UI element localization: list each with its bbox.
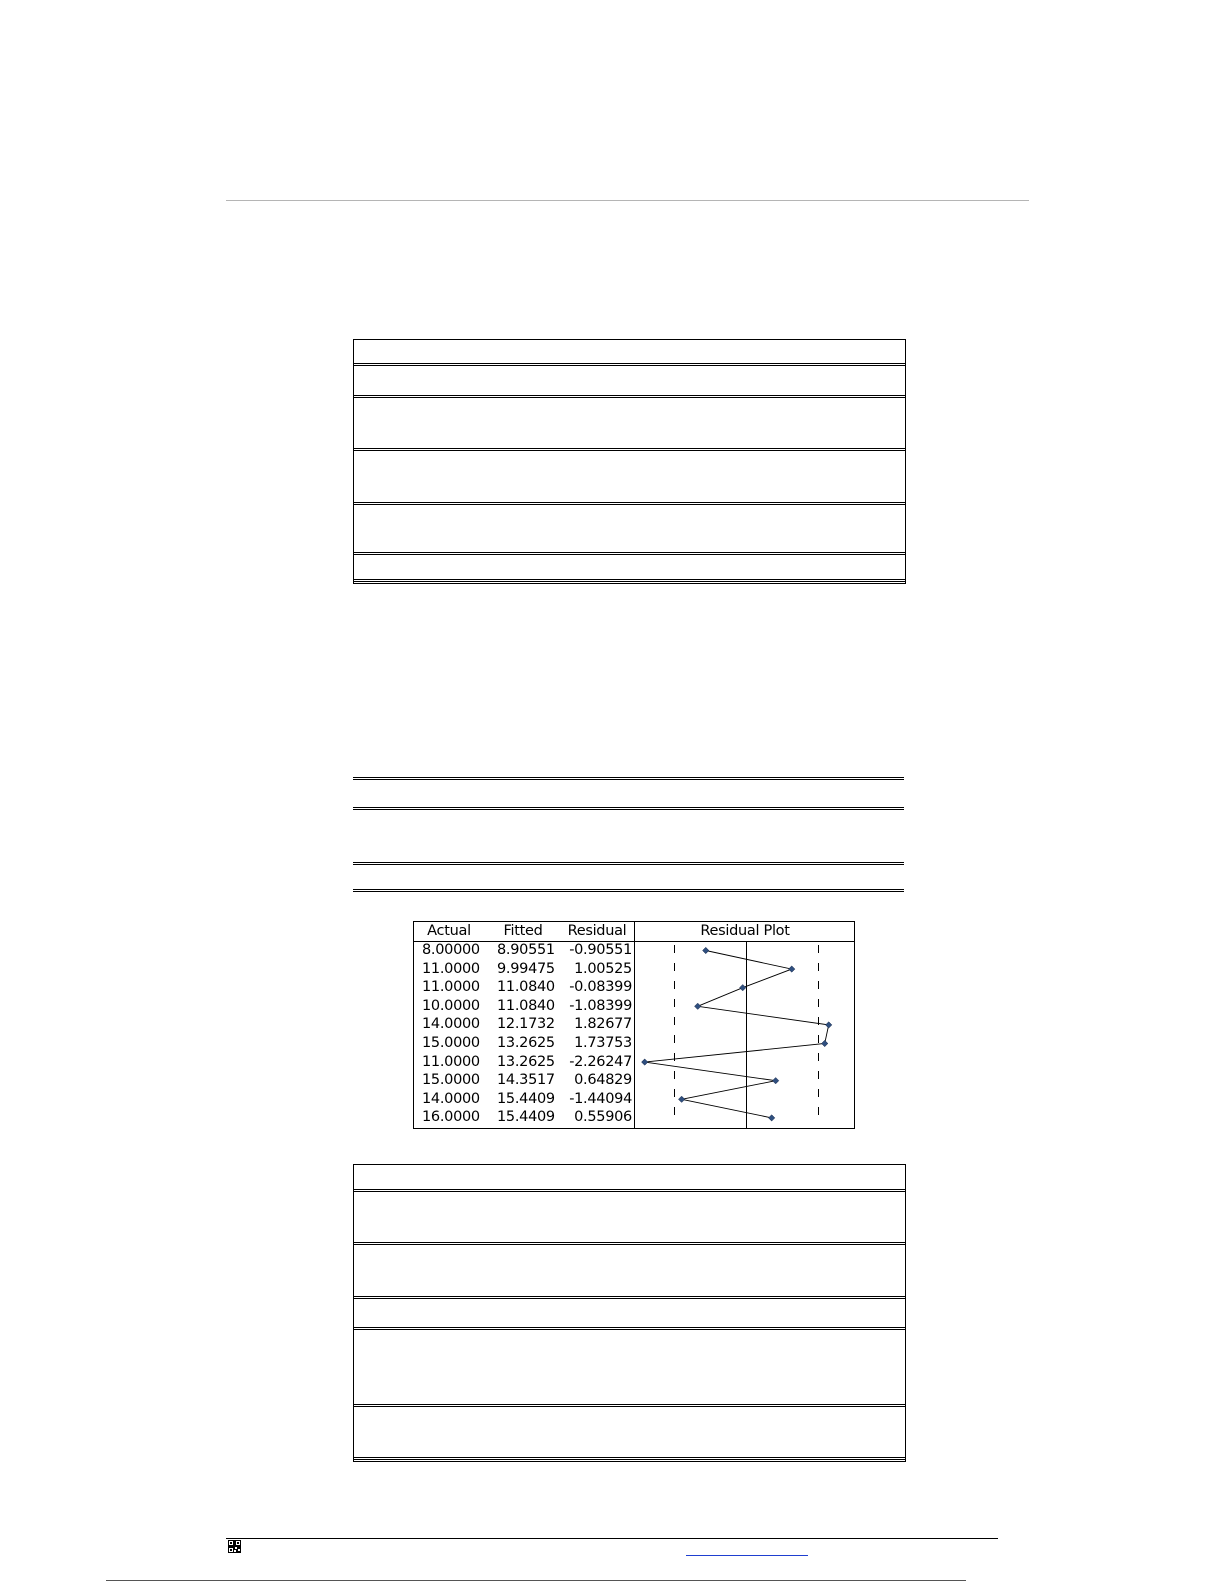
residual-series-line <box>645 951 829 1118</box>
residual-point <box>821 1040 827 1046</box>
residual-point <box>768 1115 774 1121</box>
cell-residual: 1.00525 <box>574 960 632 977</box>
rule-3 <box>353 862 904 868</box>
residual-point <box>772 1078 778 1084</box>
cell-fitted: 15.4409 <box>497 1109 555 1126</box>
cell-fitted: 9.99475 <box>497 960 555 977</box>
cell-actual: 11.0000 <box>422 1053 480 1070</box>
cell-fitted: 12.1732 <box>497 1016 555 1033</box>
table-row <box>414 998 634 1017</box>
table-row <box>414 1091 634 1110</box>
footer-rule <box>226 1538 998 1539</box>
cell-residual: 0.55906 <box>574 1109 632 1126</box>
cell-residual: -2.26247 <box>569 1053 632 1070</box>
table-row <box>414 961 634 980</box>
cell-actual: 15.0000 <box>422 1072 480 1089</box>
table-row <box>414 1072 634 1091</box>
cell-residual: 1.73753 <box>574 1035 632 1051</box>
page-bottom-rule <box>106 1580 966 1581</box>
residual-point <box>789 966 795 972</box>
cell-actual: 14.0000 <box>422 1090 480 1107</box>
residual-point <box>740 985 746 991</box>
cell-actual: 11.0000 <box>422 960 480 977</box>
cell-fitted: 13.2625 <box>497 1053 555 1070</box>
header-actual: Actual <box>427 923 471 939</box>
cell-residual: -0.90551 <box>569 942 632 958</box>
cell-residual: 0.64829 <box>574 1072 632 1089</box>
cell-fitted: 8.90551 <box>497 942 555 958</box>
residual-point <box>703 947 709 953</box>
cell-fitted: 11.0840 <box>497 997 555 1014</box>
table-2 <box>353 1164 906 1462</box>
cell-fitted: 13.2625 <box>497 1035 555 1051</box>
cell-actual: 8.00000 <box>422 942 480 958</box>
header-fitted: Fitted <box>503 923 543 939</box>
residual-table <box>413 921 855 1129</box>
table-1 <box>353 339 906 584</box>
rule-1 <box>353 777 904 783</box>
cell-residual: -0.08399 <box>569 979 632 996</box>
cell-residual: -1.44094 <box>569 1090 632 1107</box>
table-row <box>414 942 634 961</box>
cell-actual: 15.0000 <box>422 1035 480 1051</box>
rule-4 <box>353 889 904 895</box>
residual-plot <box>634 941 854 1128</box>
header-residual-plot: Residual Plot <box>700 923 790 939</box>
footer-link[interactable] <box>686 1541 808 1556</box>
cell-fitted: 14.3517 <box>497 1072 555 1089</box>
table-row <box>414 1109 634 1128</box>
cell-actual: 16.0000 <box>422 1109 480 1126</box>
residual-point <box>641 1059 647 1065</box>
table-row <box>414 979 634 998</box>
header-residual: Residual <box>567 923 627 939</box>
rule-2 <box>353 807 904 813</box>
residual-point <box>678 1096 684 1102</box>
cell-residual: 1.82677 <box>574 1016 632 1033</box>
cell-actual: 14.0000 <box>422 1016 480 1033</box>
cell-fitted: 11.0840 <box>497 979 555 996</box>
cell-fitted: 15.4409 <box>497 1090 555 1107</box>
residual-point <box>826 1022 832 1028</box>
qr-code-icon <box>228 1540 241 1553</box>
table-row <box>414 1016 634 1035</box>
table-row <box>414 1054 634 1073</box>
cell-residual: -1.08399 <box>569 997 632 1014</box>
cell-actual: 10.0000 <box>422 997 480 1014</box>
cell-actual: 11.0000 <box>422 979 480 996</box>
header-rule <box>226 200 1029 201</box>
table-row <box>414 1035 634 1054</box>
residual-point <box>695 1003 701 1009</box>
